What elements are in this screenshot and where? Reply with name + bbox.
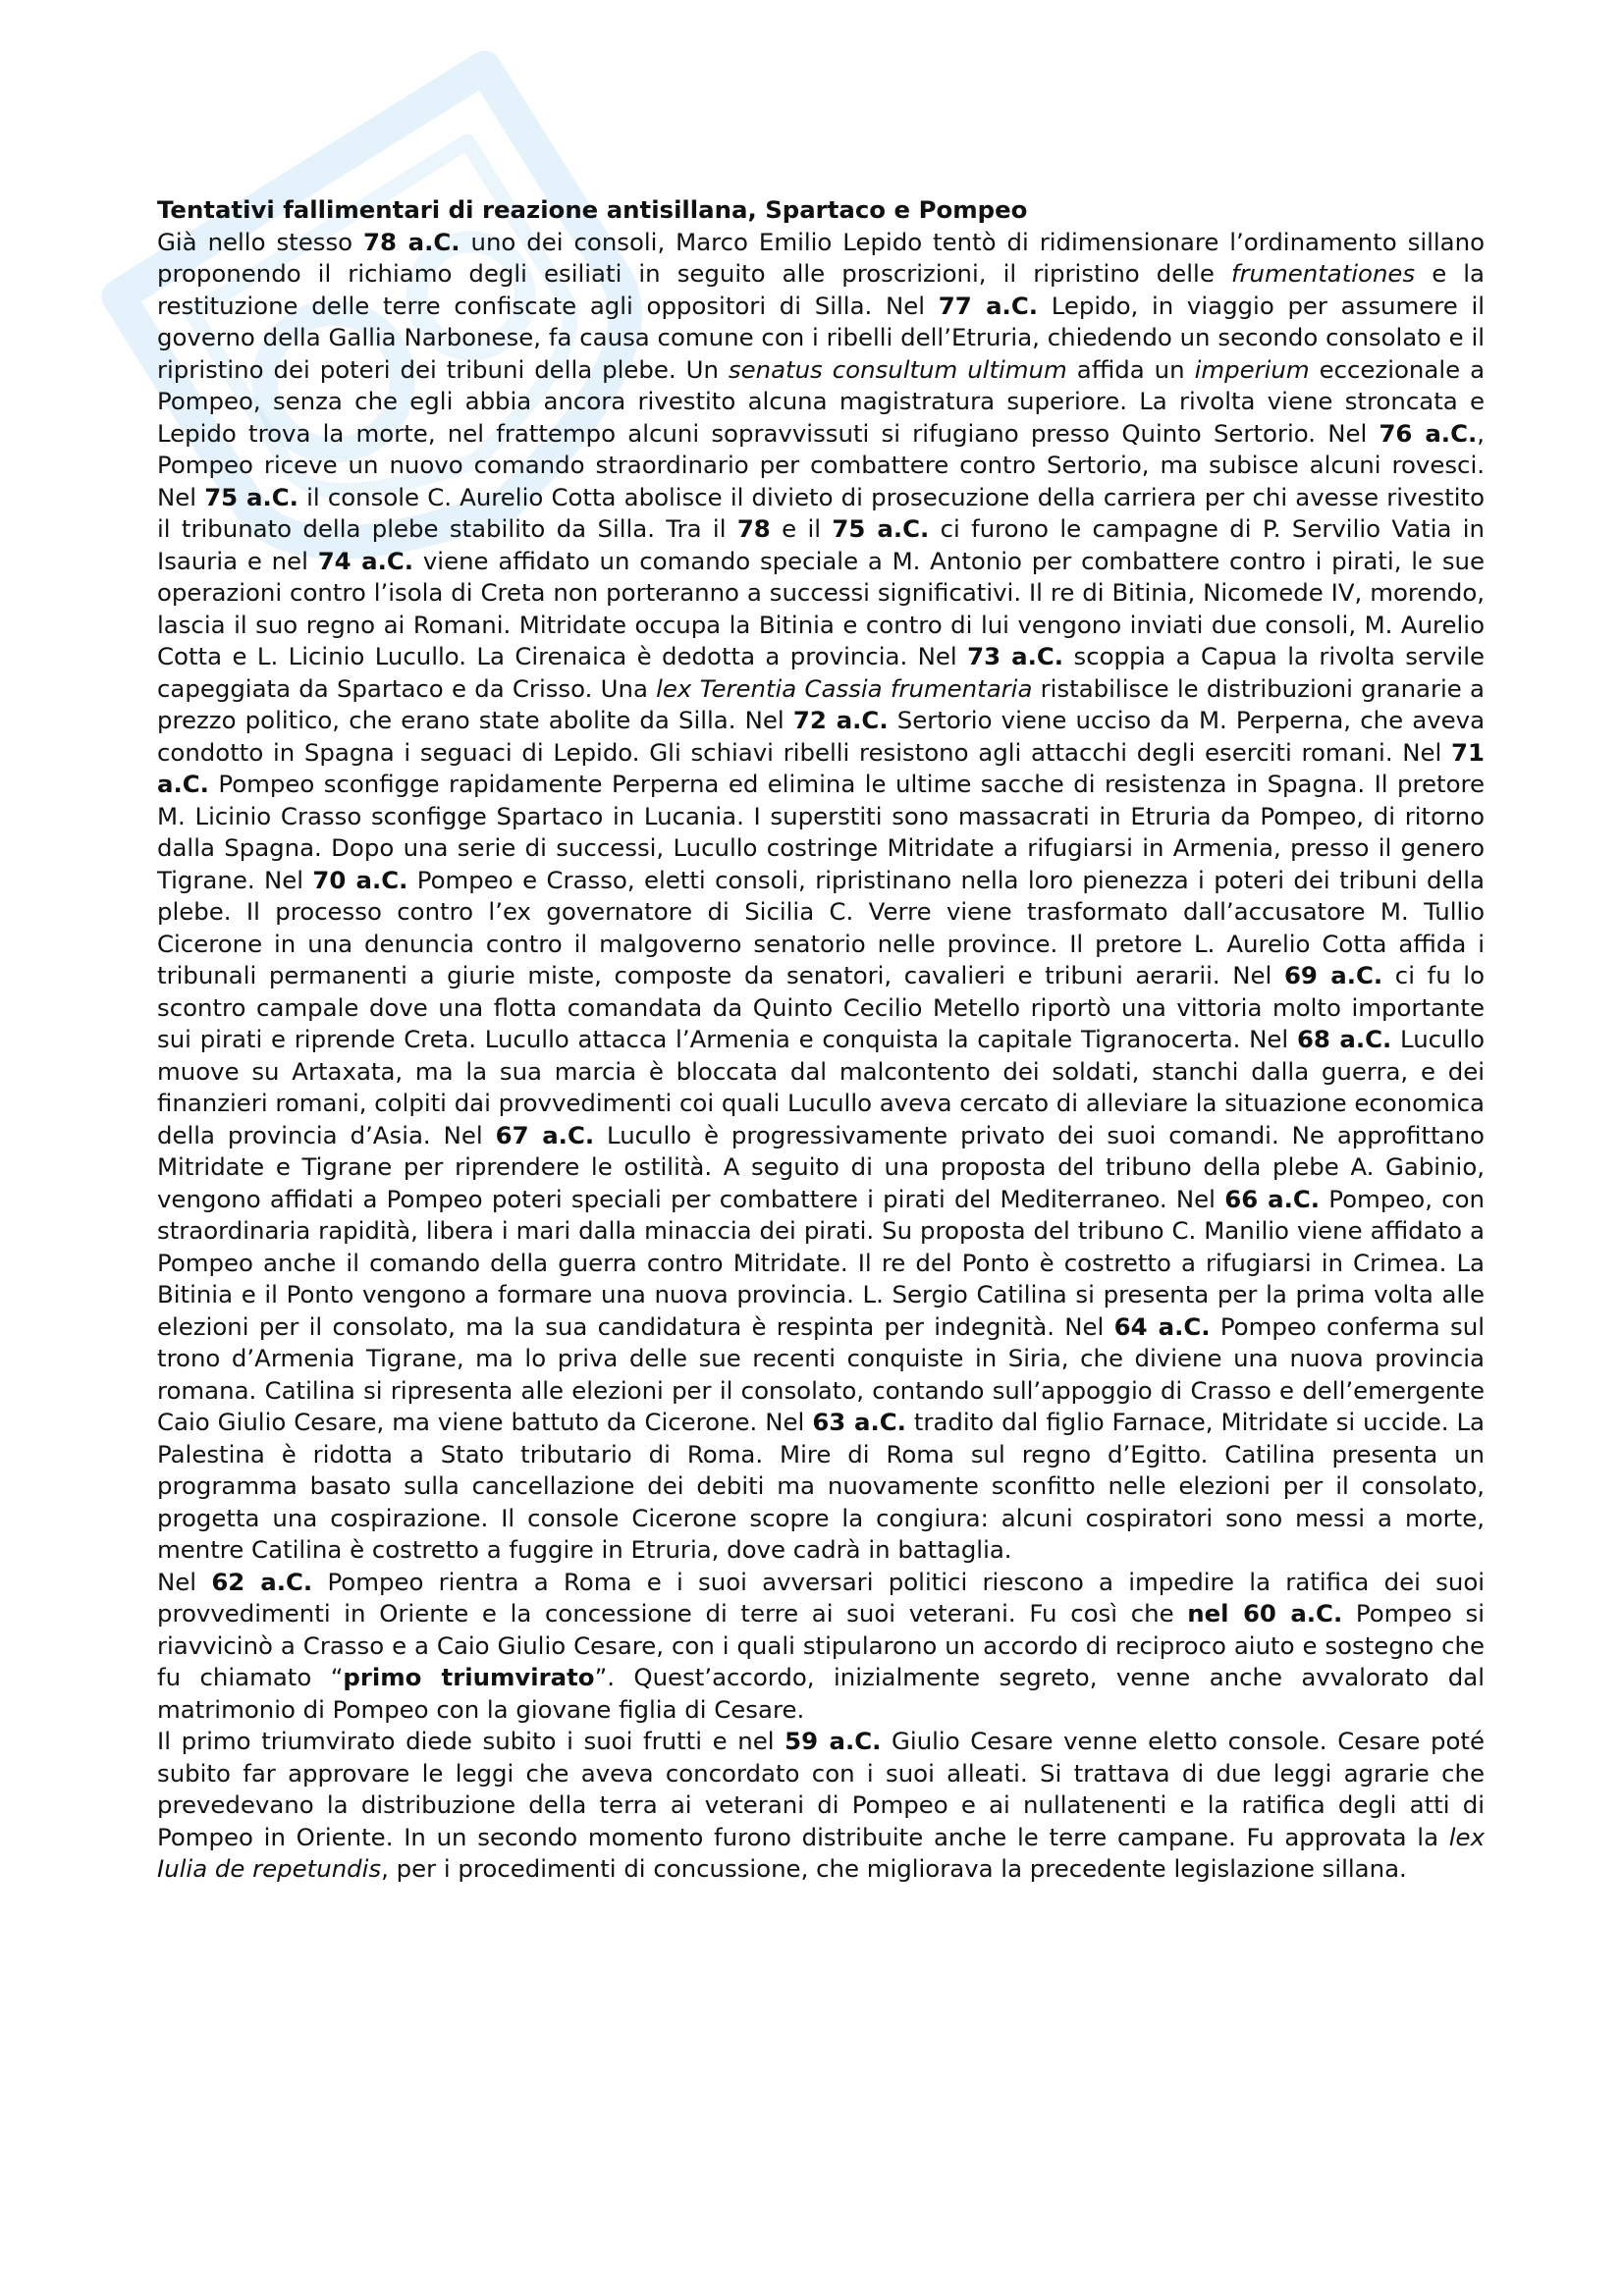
italic-term: frumentationes [1230, 259, 1416, 288]
italic-term: senatus consultum ultimum [728, 354, 1067, 384]
text-run: Pompeo conferma sul trono d’Armenia Tigrane, ma lo priva delle sue recenti conquiste in Siria, che diviene una nuova provincia romana. Catilina si ripresenta alle elezioni per il consolato, contando sull’appoggio di Crasso e dell’emergente Caio Giulio Cesare, ma viene battuto da Cicerone. Nel [157, 1311, 1485, 1436]
text-run: uno dei consoli, Marco Emilio Lepido tentò di ridimensionare l’ordinamento sillano proponendo il richiamo degli esiliati in seguito alle proscrizioni, il ripristino delle [157, 227, 1486, 288]
paragraph [157, 1567, 1485, 1727]
text-run: e la restituzione delle terre confiscate agli oppositori di Silla. Nel [157, 259, 1485, 320]
text-run: affida un [1066, 354, 1195, 384]
document-title: Tentativi fallimentari di reazione antisillana, Spartaco e Pompeo [157, 195, 1028, 224]
text-run: tradito dal figlio Farnace, Mitridate si uccide. La Palestina è ridotta a Stato tributario di Roma. Mire di Roma sul regno d’Egitto. Catilina presenta un programma basato sulla cancellazione dei debiti ma nuovamente sconfitto nelle elezioni per il consolato, progetta una cospirazione. Il console Cicerone scopre la congiura: alcuni cospiratori sono messi a morte, mentre Catilina è costretto a fuggire in Etruria, dove cadrà in battaglia. [157, 1408, 1485, 1564]
document-body [157, 227, 1485, 1886]
text-run: Sertorio viene ucciso da M. Perperna, che aveva condotto in Spagna i seguaci di Lepido. Gli schiavi ribelli resistono agli attacchi degli eserciti romani. Nel [157, 706, 1486, 767]
bold-date: 64 a.C. [1113, 1311, 1211, 1341]
italic-term: lex Iulia de repetundis [157, 1822, 1485, 1883]
italic-term: imperium [1194, 354, 1310, 384]
text-run: Il primo triumvirato diede subito i suoi frutti e nel [157, 1727, 785, 1755]
text-run: Pompeo, con straordinaria rapidità, libera i mari dalla minaccia dei pirati. Su proposta del tribuno C. Manilio viene affidato a Pompeo anche il comando della guerra contro Mitridate. Il re del Ponto è costretto a rifugiarsi in Crimea. La Bitinia e il Ponto vengono a formare una nuova provincia. L. Sergio Catilina si presenta per la prima volta alle elezioni per il consolato, ma la sua candidatura è respinta per indegnità. Nel [157, 1184, 1486, 1341]
bold-date: 67 a.C. [495, 1120, 595, 1149]
bold-date: 75 a.C. [204, 482, 298, 511]
bold-date: nel 60 a.C. [1187, 1599, 1343, 1628]
bold-date: 59 a.C. [784, 1727, 882, 1755]
bold-date: 78 [736, 514, 771, 543]
bold-date: 76 a.C. [1379, 418, 1478, 448]
bold-date: 68 a.C. [1296, 1025, 1392, 1053]
bold-date: 78 a.C. [363, 227, 460, 256]
bold-date: 72 a.C. [792, 706, 889, 734]
text-run: Pompeo si riavvicinò a Crasso e a Caio Giulio Cesare, con i quali stipularono un accordo di reciproco aiuto e sostegno che fu chiamato “ [157, 1599, 1485, 1691]
bold-date: 73 a.C. [967, 642, 1064, 670]
text-run: , Pompeo riceve un nuovo comando straordinario per combattere contro Sertorio, ma subisce alcuni rovesci. Nel [157, 418, 1485, 511]
text-run: Lepido, in viaggio per assumere il governo della Gallia Narbonese, fa causa comune con i ribelli dell’Etruria, chiedendo un secondo consolato e il ripristino dei poteri dei tribuni della plebe. Un [157, 291, 1485, 384]
bold-date: 77 a.C. [938, 291, 1038, 320]
text-run: Pompeo rientra a Roma e i suoi avversari politici riescono a impedire la ratifica dei suoi provvedimenti in Oriente e la concessione di terre ai suoi veterani. Fu così che [157, 1567, 1486, 1628]
document-page [157, 194, 1485, 1886]
text-run: Pompeo sconfigge rapidamente Perperna ed elimina le ultime sacche di resistenza in Spagna. Il pretore M. Licinio Crasso sconfigge Spartaco in Lucania. I superstiti sono massacrati in Etruria da Pompeo, di ritorno dalla Spagna. Dopo una serie di successi, Lucullo costringe Mitridate a rifugiarsi in Armenia, presso il genero Tigrane. Nel [157, 770, 1485, 894]
text-run: Nel [157, 1567, 212, 1596]
text-run: ristabilisce le distribuzioni granarie a prezzo politico, che erano state abolite da Silla. Nel [157, 673, 1485, 734]
text-run: scoppia a Capua la rivolta servile capeggiata da Spartaco e da Crisso. Una [157, 642, 1485, 703]
text-run: Già nello stesso [157, 227, 364, 256]
paragraph [157, 1726, 1485, 1886]
bold-date: 71 a.C. [157, 737, 1485, 798]
text-run: Lucullo muove su Artaxata, ma la sua marcia è bloccata dal malcontento dei soldati, stanchi dalla guerra, e dei finanzieri romani, colpiti dai provvedimenti coi quali Lucullo aveva cercato di alleviare la situazione economica della provincia d’Asia. Nel [157, 1025, 1485, 1149]
text-run: Lucullo è progressivamente privato dei suoi comandi. Ne approfittano Mitridate e Tigrane per riprendere le ostilità. A seguito di una proposta del tribuno della plebe A. Gabinio, vengono affidati a Pompeo poteri speciali per combattere i pirati del Mediterraneo. Nel [157, 1120, 1485, 1213]
italic-term: lex Terentia Cassia frumentaria [656, 673, 1033, 703]
text-run: il console C. Aurelio Cotta abolisce il divieto di prosecuzione della carriera per chi avesse rivestito il tribunato della plebe stabilito da Silla. Tra il [157, 482, 1486, 543]
bold-date: 70 a.C. [312, 865, 408, 894]
paragraph [157, 227, 1485, 1567]
bold-date: 62 a.C. [211, 1567, 313, 1596]
text-run: e il [770, 514, 833, 543]
bold-date: 66 a.C. [1224, 1184, 1321, 1213]
text-run: , per i procedimenti di concussione, che migliorava la precedente legislazione sillana. [381, 1854, 1407, 1883]
bold-date: 74 a.C. [317, 546, 414, 575]
text-run: ci fu lo scontro campale dove una flotta comandata da Quinto Cecilio Metello riportò una vittoria molto importante sui pirati e riprende Creta. Lucullo attacca l’Armenia e conquista la capitale Tigranocerta. Nel [157, 961, 1485, 1053]
bold-date: 69 a.C. [1283, 961, 1383, 989]
bold-date: primo triumvirato [343, 1663, 595, 1691]
bold-date: 63 a.C. [812, 1408, 906, 1436]
bold-date: 75 a.C. [832, 514, 930, 543]
text-run: ci furono le campagne di P. Servilio Vatia in Isauria e nel [157, 514, 1485, 575]
text-run: Giulio Cesare venne eletto console. Cesare poté subito far approvare le leggi che aveva concordato con i suoi alleati. Si trattava di due leggi agrarie che prevedevano la distribuzione della terra ai veterani di Pompeo e ai nullatenenti e la ratifica degli atti di Pompeo in Oriente. In un secondo momento furono distribuite anche le terre campane. Fu approvata la [157, 1727, 1485, 1851]
text-run: Pompeo e Crasso, eletti consoli, ripristinano nella loro pienezza i poteri dei tribuni della plebe. Il processo contro l’ex governatore di Sicilia C. Verre viene trasformato dall’accusatore M. Tullio Cicerone in una denuncia contro il malgoverno senatorio nelle province. Il pretore L. Aurelio Cotta affida i tribunali permanenti a giurie miste, composte da senatori, cavalieri e tribuni aerarii. Nel [157, 865, 1485, 989]
text-run: eccezionale a Pompeo, senza che egli abbia ancora rivestito alcuna magistratura superiore. La rivolta viene stroncata e Lepido trova la morte, nel frattempo alcuni sopravvissuti si rifugiano presso Quinto Sertorio. Nel [157, 354, 1486, 448]
text-run: viene affidato un comando speciale a M. Antonio per combattere contro i pirati, le sue operazioni contro l’isola di Creta non porteranno a successi significativi. Il re di Bitinia, Nicomede IV, morendo, lascia il suo regno ai Romani. Mitridate occupa la Bitinia e contro di lui vengono inviati due consoli, M. Aurelio Cotta e L. Licinio Lucullo. La Cirenaica è dedotta a provincia. Nel [157, 546, 1486, 670]
text-run: ”. Quest’accordo, inizialmente segreto, venne anche avvalorato dal matrimonio di Pompeo con la giovane figlia di Cesare. [157, 1663, 1485, 1724]
